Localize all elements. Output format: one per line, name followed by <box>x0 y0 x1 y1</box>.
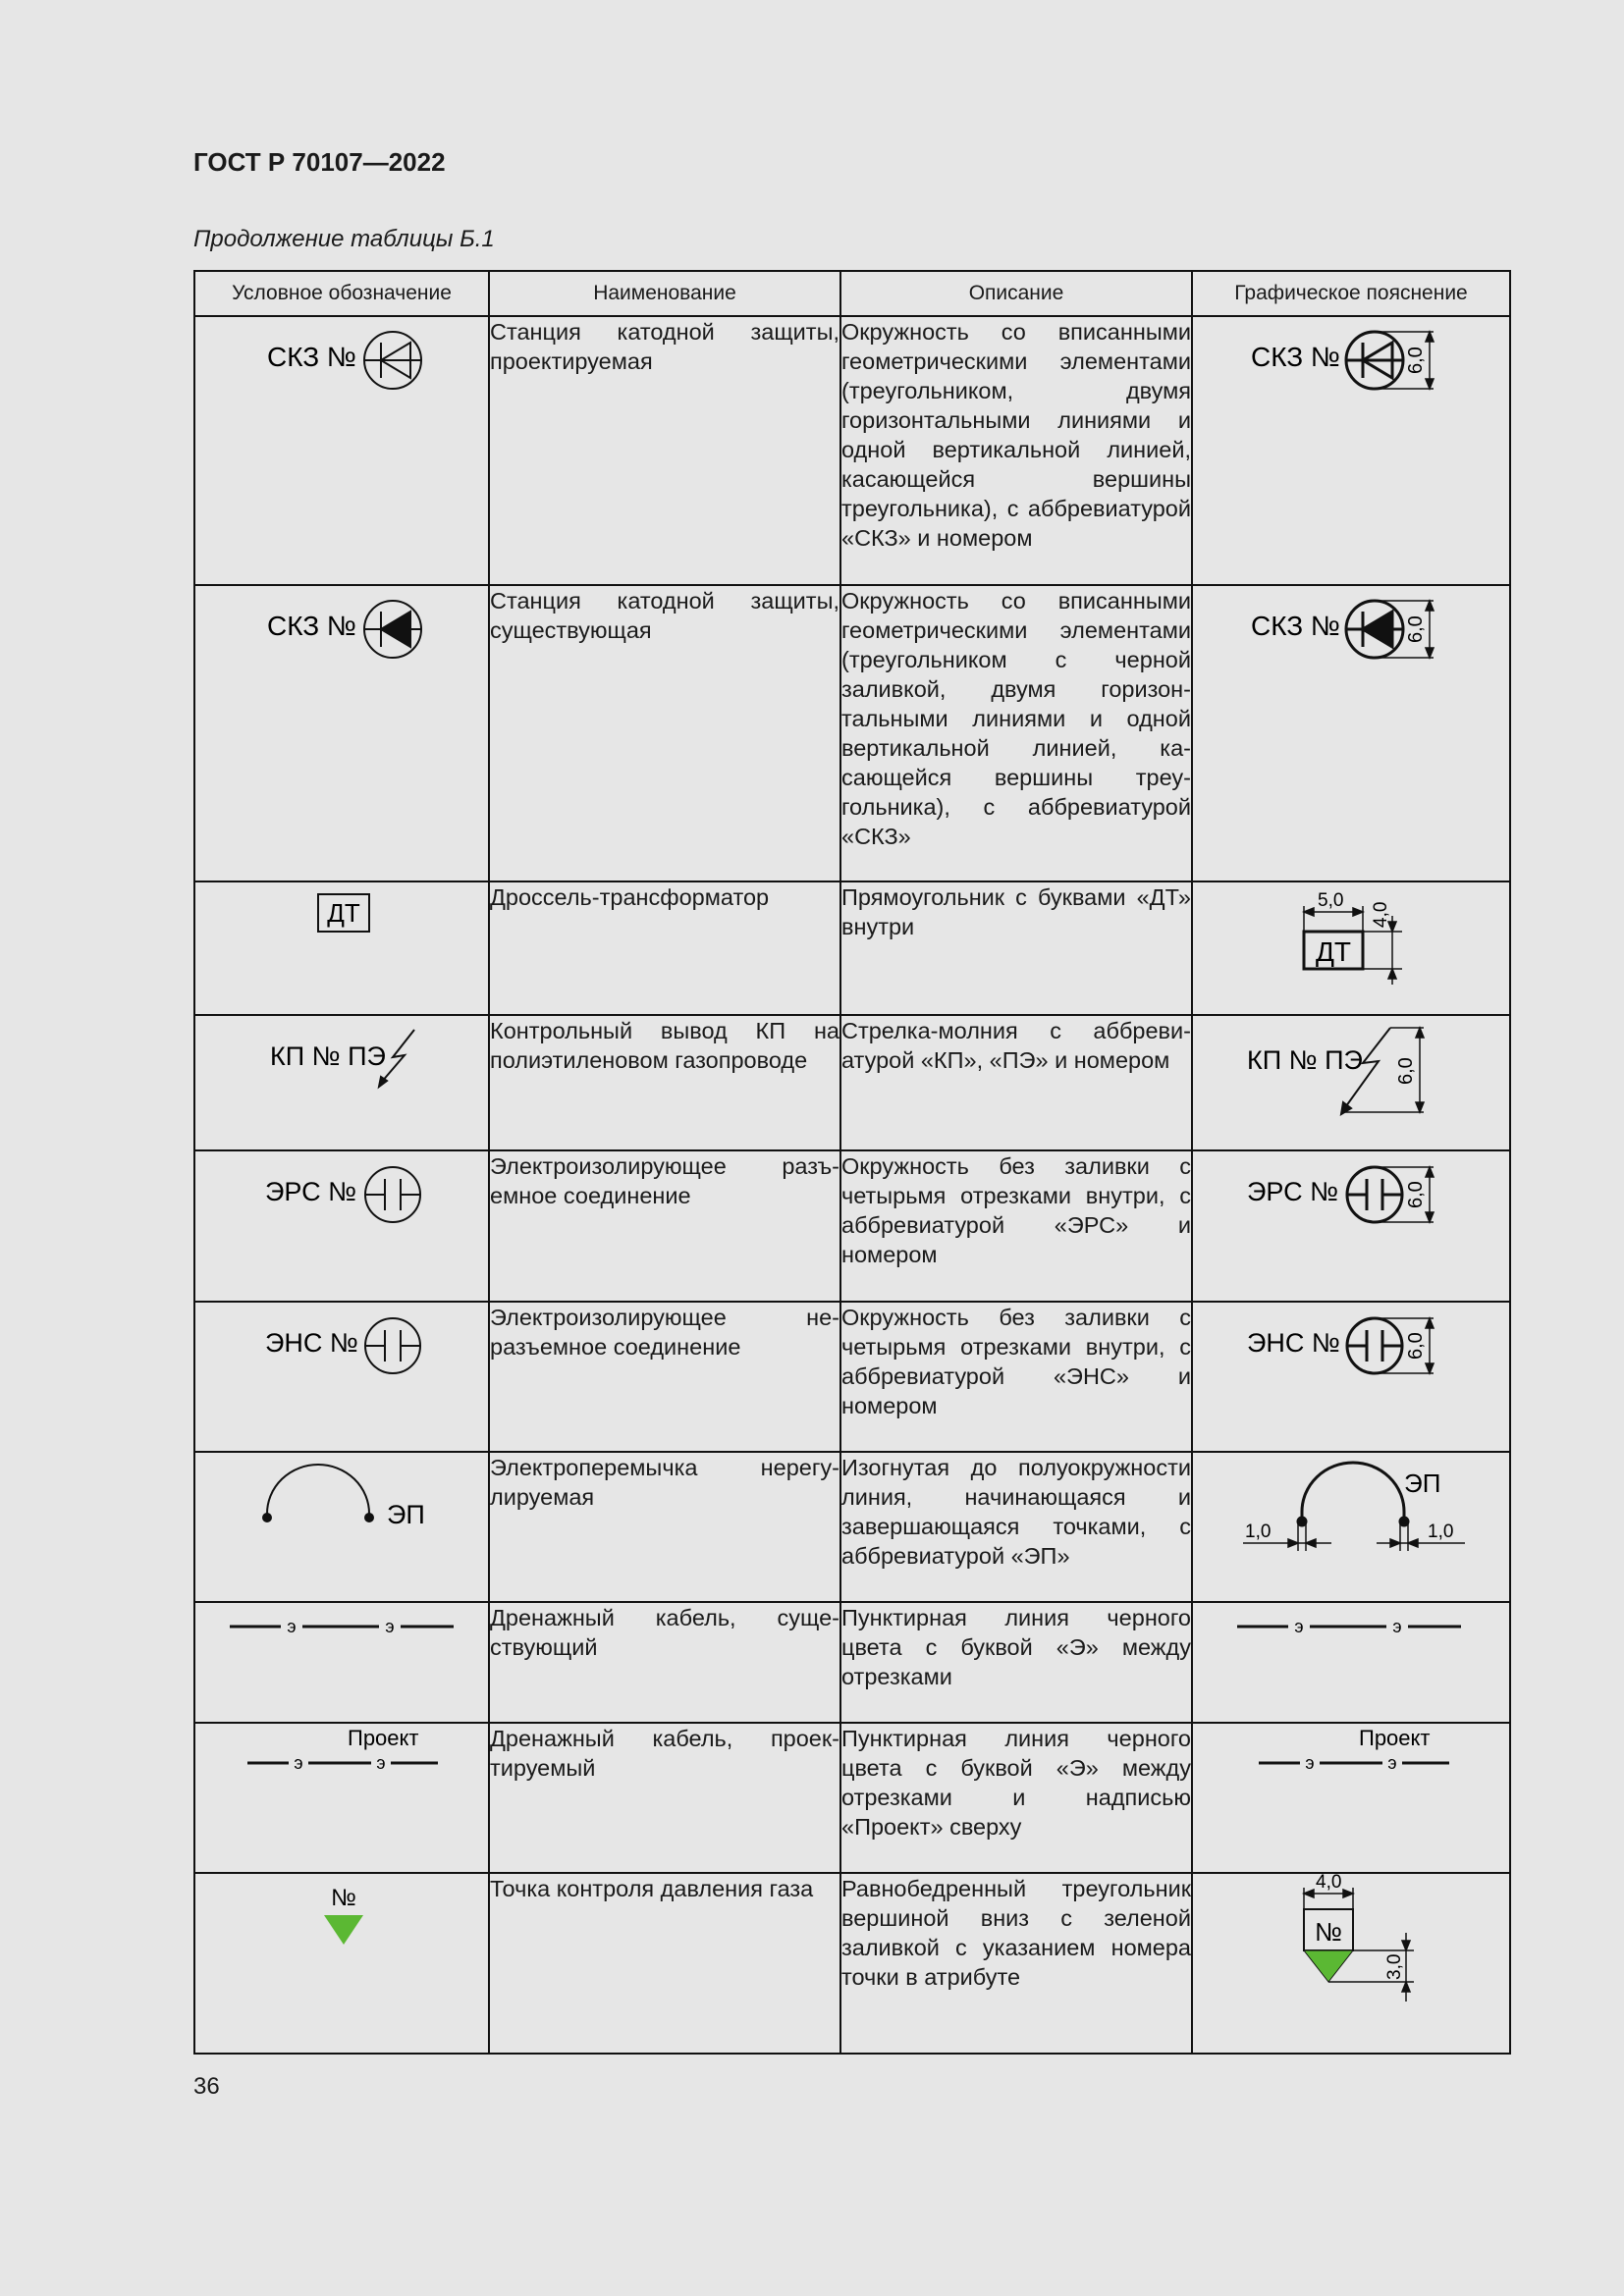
cable-letter: э <box>385 1617 395 1636</box>
table-caption: Продолжение таблицы Б.1 <box>193 226 495 252</box>
ens-symbol <box>196 1303 487 1381</box>
symbol-cell <box>194 585 489 881</box>
graphic-label: ДТ <box>1315 936 1352 967</box>
drainage-cable-graphic <box>1194 1603 1508 1652</box>
dimension-right-label: 1,0 <box>1428 1522 1454 1542</box>
graphic-label: КП № ПЭ <box>1247 1045 1363 1075</box>
description-cell: Пунктирная линия черного цвета с буквой «Э» между отрезками и надписью «Проект» сверху <box>840 1723 1192 1873</box>
name-cell: Станция катодной защиты, существующая <box>489 585 840 881</box>
table-header-row <box>194 271 1510 316</box>
dt-symbol <box>196 882 487 941</box>
symbol-cell <box>194 316 489 585</box>
name-cell: Электроизолирующее разъемное соединение <box>489 1150 840 1302</box>
graphic-cell <box>1192 1452 1510 1602</box>
symbol-cell <box>194 1452 489 1602</box>
cable-letter: э <box>287 1617 297 1636</box>
cable-letter: э <box>1392 1617 1402 1636</box>
dimension-label: 6,0 <box>1405 347 1427 374</box>
graphic-label: ЭП <box>1404 1468 1441 1498</box>
column-header-description: Описание <box>840 271 1192 316</box>
graphic-cell <box>1192 316 1510 585</box>
symbol-label: ЭРС № <box>265 1177 357 1206</box>
insulating-joint-icon <box>365 1167 420 1222</box>
graphic-cell <box>1192 1723 1510 1873</box>
symbol-label: ЭП <box>387 1500 425 1529</box>
column-header-symbol: Условное обозначение <box>194 271 489 316</box>
table-row <box>194 1723 1510 1873</box>
description-cell: Равнобедренный треугольник вершиной вниз с зеленой заливкой с указанием номера точки в атрибуте <box>840 1873 1192 2054</box>
cathodic-station-filled-icon <box>364 601 421 658</box>
graphic-label: СКЗ № <box>1251 611 1340 641</box>
table-row <box>194 1602 1510 1723</box>
graphic-cell <box>1192 1602 1510 1723</box>
description-cell: Прямоугольник с буквами «ДТ» внутри <box>840 881 1192 1015</box>
name-cell: Дренажный кабель, проектируемый <box>489 1723 840 1873</box>
symbol-cell <box>194 881 489 1015</box>
symbol-cell <box>194 1873 489 2054</box>
table-row <box>194 881 1510 1015</box>
ep-symbol <box>196 1453 487 1541</box>
jumper-arc-icon <box>1298 1463 1408 1525</box>
cathodic-station-filled-icon <box>1346 601 1403 658</box>
table-row <box>194 1015 1510 1150</box>
graphic-label: СКЗ № <box>1251 342 1340 372</box>
green-triangle-icon <box>324 1915 363 1945</box>
skz-projected-graphic <box>1194 317 1508 396</box>
symbols-table <box>193 270 1511 2055</box>
description-cell: Окружность со вписанными геометрическими элементами (треугольником, двумя горизонтальными линиями и одной вертикальной линией, касающейся вершины треугольника), с аббревиатурой «СКЗ» и номером <box>840 316 1192 585</box>
graphic-cell <box>1192 1015 1510 1150</box>
description-cell: Пунктирная линия черного цвета с буквой «Э» между отрезками <box>840 1602 1192 1723</box>
table-row <box>194 1452 1510 1602</box>
table-row <box>194 316 1510 585</box>
dimension-label: 6,0 <box>1405 1181 1427 1208</box>
description-cell: Окружность без заливки с четырьмя отрезками внутри, с аббревиатурой «ЭРС» и номером <box>840 1150 1192 1302</box>
name-cell: Дренажный кабель, существующий <box>489 1602 840 1723</box>
table-row <box>194 1873 1510 2054</box>
document-header: ГОСТ Р 70107—2022 <box>193 147 446 177</box>
ers-graphic <box>1194 1151 1508 1230</box>
drainage-cable-projected-symbol <box>196 1724 487 1783</box>
cable-letter: э <box>1387 1753 1397 1773</box>
symbol-label: ЭНС № <box>265 1328 358 1358</box>
page-number: 36 <box>193 2073 220 2100</box>
graphic-label: № <box>1315 1917 1342 1947</box>
kp-graphic <box>1194 1016 1508 1124</box>
description-cell: Изогнутая до полуокружности линия, начинающаяся и завершающаяся точками, с аббревиатурой «ЭП» <box>840 1452 1192 1602</box>
name-cell: Станция катодной защиты, проектируемая <box>489 316 840 585</box>
description-cell: Стрелка-молния с аббревиатурой «КП», «ПЭ» и номером <box>840 1015 1192 1150</box>
description-cell: Окружность без заливки с четырьмя отрезками внутри, с аббревиатурой «ЭНС» и номером <box>840 1302 1192 1452</box>
drainage-cable-projected-graphic <box>1194 1724 1508 1783</box>
graphic-label: ЭНС № <box>1247 1328 1340 1358</box>
symbol-label: СКЗ № <box>267 611 356 641</box>
description-cell: Окружность со вписанными геометрическими элементами (треугольником с черной заливкой, двумя горизонтальными линиями и одной вертикальной линией, касающейся вершины треугольника), с аббревиатурой «СКЗ» <box>840 585 1192 881</box>
name-cell: Точка контроля давления газа <box>489 1873 840 2054</box>
symbol-cell <box>194 1602 489 1723</box>
green-triangle-icon <box>1304 1950 1353 1982</box>
jumper-arc-icon <box>263 1465 373 1522</box>
skz-projected-symbol <box>196 317 487 396</box>
graphic-cell <box>1192 1873 1510 2054</box>
ep-graphic <box>1194 1453 1508 1561</box>
insulating-joint-icon <box>1347 1318 1402 1373</box>
name-cell: Дроссель-трансформатор <box>489 881 840 1015</box>
dimension-label: 6,0 <box>1405 1332 1427 1360</box>
cable-letter: э <box>1294 1617 1304 1636</box>
symbol-label: СКЗ № <box>267 342 356 372</box>
table-row <box>194 1150 1510 1302</box>
symbol-label: КП № ПЭ <box>270 1041 386 1071</box>
cable-letter: э <box>1305 1753 1315 1773</box>
symbol-cell <box>194 1723 489 1873</box>
cable-letter: э <box>294 1753 303 1773</box>
skz-existing-symbol <box>196 586 487 665</box>
insulating-joint-icon <box>365 1318 420 1373</box>
ens-graphic <box>1194 1303 1508 1381</box>
project-label: Проект <box>1359 1726 1431 1750</box>
name-cell: Электроперемычка нерегулируемая <box>489 1452 840 1602</box>
dimension-height-label: 4,0 <box>1371 901 1391 928</box>
column-header-graphic: Графическое пояснение <box>1192 271 1510 316</box>
dimension-height-label: 3,0 <box>1384 1953 1405 1980</box>
pressure-point-graphic <box>1194 1874 1508 2021</box>
name-cell: Электроизолирующее неразъемное соединение <box>489 1302 840 1452</box>
pressure-point-symbol <box>196 1874 487 1952</box>
symbol-label: № <box>331 1885 356 1911</box>
symbol-cell <box>194 1302 489 1452</box>
graphic-cell <box>1192 881 1510 1015</box>
graphic-cell <box>1192 1302 1510 1452</box>
cathodic-station-icon <box>1346 332 1403 389</box>
dimension-label: 6,0 <box>1405 615 1427 643</box>
graphic-label: ЭРС № <box>1247 1177 1339 1206</box>
column-header-name: Наименование <box>489 271 840 316</box>
graphic-cell <box>1192 585 1510 881</box>
table-row <box>194 1302 1510 1452</box>
dimension-left-label: 1,0 <box>1245 1522 1272 1542</box>
dimension-label: 6,0 <box>1395 1057 1417 1085</box>
dt-graphic <box>1194 882 1508 990</box>
project-label: Проект <box>348 1726 419 1750</box>
symbol-label: ДТ <box>327 898 360 928</box>
symbol-cell <box>194 1015 489 1150</box>
kp-symbol <box>196 1016 487 1095</box>
dimension-width-label: 4,0 <box>1316 1874 1342 1893</box>
dimension-width-label: 5,0 <box>1318 890 1344 911</box>
skz-existing-graphic <box>1194 586 1508 665</box>
graphic-cell <box>1192 1150 1510 1302</box>
symbol-cell <box>194 1150 489 1302</box>
cable-letter: э <box>376 1753 386 1773</box>
name-cell: Контрольный вывод КП на полиэтиленовом газопроводе <box>489 1015 840 1150</box>
ers-symbol <box>196 1151 487 1230</box>
drainage-cable-symbol <box>196 1603 487 1652</box>
table-row <box>194 585 1510 881</box>
cathodic-station-icon <box>364 332 421 389</box>
insulating-joint-icon <box>1347 1167 1402 1222</box>
